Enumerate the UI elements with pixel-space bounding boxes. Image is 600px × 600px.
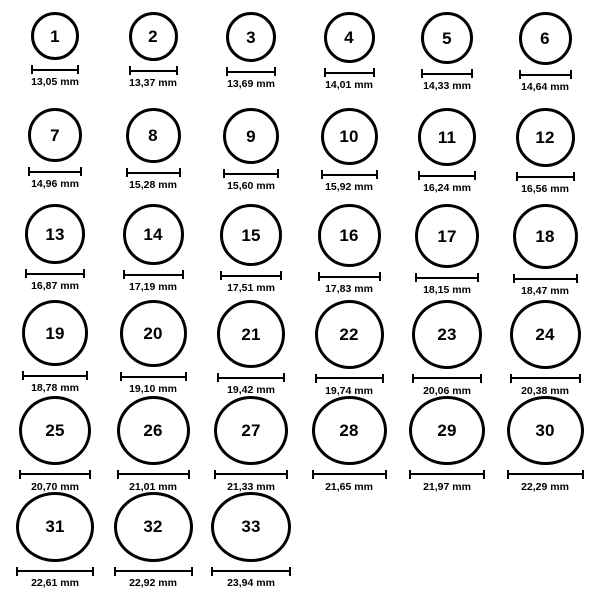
measure-line-icon bbox=[321, 174, 378, 176]
measure-tick-left-icon bbox=[220, 271, 222, 280]
ring-size-cell bbox=[202, 204, 300, 300]
measure-tick-right-icon bbox=[376, 170, 378, 179]
ring-circle-icon bbox=[114, 492, 193, 562]
ring-size-label: 11 bbox=[437, 127, 457, 147]
ring-size-label: 9 bbox=[246, 126, 256, 146]
diameter-value: 16,24 mm bbox=[423, 182, 471, 194]
ring-size-cell bbox=[104, 204, 202, 300]
diameter-measure-bar bbox=[220, 271, 282, 280]
ring-size-label: 13 bbox=[45, 224, 65, 244]
ring-size-label: 27 bbox=[241, 421, 261, 441]
ring-size-label: 33 bbox=[241, 517, 261, 537]
diameter-measure-bar bbox=[19, 470, 91, 479]
measure-line-icon bbox=[409, 473, 485, 475]
diameter-measure-bar bbox=[415, 273, 479, 282]
ring-circle-icon bbox=[220, 204, 282, 266]
diameter-value: 13,69 mm bbox=[227, 78, 275, 90]
ring-size-grid bbox=[6, 12, 594, 588]
ring-size-label: 28 bbox=[339, 421, 359, 441]
measure-line-icon bbox=[120, 376, 187, 378]
diameter-measure-bar bbox=[412, 374, 482, 383]
ring-size-cell bbox=[496, 108, 594, 204]
ring-size-cell bbox=[6, 204, 104, 300]
ring-circle-icon bbox=[211, 492, 291, 562]
diameter-value: 19,10 mm bbox=[129, 383, 177, 395]
ring-size-cell bbox=[104, 396, 202, 492]
ring-size-cell bbox=[202, 12, 300, 108]
ring-size-cell bbox=[496, 204, 594, 300]
diameter-value: 20,70 mm bbox=[31, 480, 79, 493]
measure-line-icon bbox=[421, 73, 473, 75]
ring-size-cell bbox=[398, 300, 496, 396]
ring-size-cell bbox=[398, 204, 496, 300]
measure-tick-right-icon bbox=[582, 470, 584, 479]
measure-tick-left-icon bbox=[28, 167, 30, 176]
diameter-measure-bar bbox=[214, 470, 288, 478]
diameter-measure-bar bbox=[321, 170, 378, 179]
ring-size-cell bbox=[300, 108, 398, 204]
measure-line-icon bbox=[315, 377, 384, 379]
diameter-measure-bar bbox=[519, 70, 572, 79]
diameter-value: 18,15 mm bbox=[423, 284, 471, 296]
diameter-measure-bar bbox=[123, 270, 184, 279]
measure-tick-left-icon bbox=[516, 172, 518, 181]
diameter-value: 18,78 mm bbox=[31, 382, 79, 394]
measure-tick-left-icon bbox=[507, 470, 509, 479]
measure-tick-right-icon bbox=[182, 270, 184, 279]
measure-tick-right-icon bbox=[379, 272, 381, 281]
measure-tick-left-icon bbox=[418, 171, 420, 180]
ring-circle-icon bbox=[129, 12, 178, 61]
measure-tick-left-icon bbox=[211, 567, 213, 576]
diameter-value: 21,33 mm bbox=[227, 480, 275, 493]
measure-tick-left-icon bbox=[22, 371, 24, 380]
ring-size-label: 4 bbox=[344, 28, 354, 47]
measure-tick-right-icon bbox=[474, 171, 476, 180]
measure-tick-left-icon bbox=[214, 470, 216, 479]
diameter-measure-bar bbox=[513, 274, 578, 283]
ring-size-cell bbox=[496, 396, 594, 492]
diameter-value: 14,64 mm bbox=[521, 81, 569, 93]
ring-size-label: 20 bbox=[143, 324, 163, 343]
measure-line-icon bbox=[126, 172, 181, 174]
measure-line-icon bbox=[507, 473, 584, 475]
ring-circle-icon bbox=[318, 204, 381, 267]
ring-size-label: 10 bbox=[339, 127, 359, 146]
measure-line-icon bbox=[123, 274, 184, 276]
measure-tick-right-icon bbox=[373, 68, 375, 77]
measure-line-icon bbox=[31, 69, 79, 71]
ring-size-cell bbox=[6, 300, 104, 396]
diameter-measure-bar bbox=[312, 470, 387, 478]
ring-size-cell bbox=[496, 12, 594, 108]
diameter-value: 22,61 mm bbox=[31, 576, 79, 589]
measure-line-icon bbox=[22, 375, 88, 377]
ring-size-label: 24 bbox=[535, 324, 555, 344]
measure-line-icon bbox=[16, 570, 94, 572]
diameter-value: 19,74 mm bbox=[325, 384, 373, 397]
ring-size-label: 16 bbox=[339, 226, 359, 245]
diameter-value: 15,92 mm bbox=[325, 181, 373, 193]
ring-circle-icon bbox=[28, 108, 82, 162]
measure-tick-left-icon bbox=[315, 374, 317, 383]
measure-tick-left-icon bbox=[318, 272, 320, 281]
measure-tick-right-icon bbox=[89, 470, 91, 479]
ring-size-cell bbox=[104, 492, 202, 588]
diameter-value: 22,92 mm bbox=[129, 576, 177, 589]
measure-line-icon bbox=[519, 74, 572, 76]
measure-tick-right-icon bbox=[176, 66, 178, 75]
ring-circle-icon bbox=[120, 300, 187, 367]
ring-size-label: 3 bbox=[246, 27, 256, 47]
diameter-measure-bar bbox=[16, 567, 94, 575]
measure-line-icon bbox=[312, 473, 387, 475]
ring-size-label: 22 bbox=[339, 324, 359, 344]
ring-circle-icon bbox=[31, 12, 79, 60]
diameter-measure-bar bbox=[129, 66, 178, 75]
diameter-value: 13,37 mm bbox=[129, 77, 177, 89]
ring-circle-icon bbox=[312, 396, 387, 465]
diameter-value: 21,65 mm bbox=[325, 480, 373, 493]
diameter-measure-bar bbox=[507, 470, 584, 478]
diameter-measure-bar bbox=[421, 69, 473, 78]
measure-tick-left-icon bbox=[117, 470, 119, 479]
measure-tick-left-icon bbox=[19, 470, 21, 479]
diameter-value: 17,83 mm bbox=[325, 283, 373, 295]
ring-circle-icon bbox=[117, 396, 190, 465]
diameter-measure-bar bbox=[226, 67, 276, 76]
ring-size-cell bbox=[104, 108, 202, 204]
diameter-measure-bar bbox=[28, 167, 82, 176]
diameter-value: 14,33 mm bbox=[423, 80, 471, 92]
ring-circle-icon bbox=[418, 108, 476, 166]
ring-size-cell bbox=[398, 108, 496, 204]
measure-line-icon bbox=[220, 275, 282, 277]
measure-line-icon bbox=[516, 176, 575, 178]
measure-tick-left-icon bbox=[510, 374, 512, 383]
ring-size-cell bbox=[300, 204, 398, 300]
diameter-measure-bar bbox=[418, 171, 476, 180]
ring-size-label: 31 bbox=[45, 517, 65, 537]
measure-tick-right-icon bbox=[77, 65, 79, 74]
measure-tick-right-icon bbox=[188, 470, 190, 479]
ring-size-cell bbox=[104, 300, 202, 396]
measure-tick-right-icon bbox=[471, 69, 473, 78]
diameter-measure-bar bbox=[31, 65, 79, 74]
measure-tick-right-icon bbox=[280, 271, 282, 280]
measure-tick-right-icon bbox=[83, 269, 85, 278]
ring-circle-icon bbox=[22, 300, 88, 366]
ring-size-cell bbox=[496, 300, 594, 396]
ring-size-cell bbox=[6, 108, 104, 204]
diameter-measure-bar bbox=[318, 272, 381, 281]
ring-size-label: 26 bbox=[143, 421, 163, 441]
ring-circle-icon bbox=[25, 204, 85, 264]
ring-size-label: 29 bbox=[437, 421, 457, 441]
measure-tick-left-icon bbox=[129, 66, 131, 75]
ring-size-cell bbox=[300, 300, 398, 396]
diameter-measure-bar bbox=[120, 372, 187, 381]
diameter-value: 16,56 mm bbox=[521, 183, 569, 195]
measure-tick-right-icon bbox=[576, 274, 578, 283]
ring-circle-icon bbox=[126, 108, 181, 163]
measure-tick-right-icon bbox=[480, 374, 482, 383]
measure-line-icon bbox=[117, 473, 190, 475]
measure-line-icon bbox=[510, 377, 581, 379]
measure-tick-left-icon bbox=[120, 372, 122, 381]
ring-size-label: 14 bbox=[143, 225, 163, 244]
measure-tick-right-icon bbox=[179, 168, 181, 177]
ring-circle-icon bbox=[324, 12, 375, 63]
measure-line-icon bbox=[217, 377, 285, 379]
ring-size-label: 19 bbox=[45, 323, 65, 343]
measure-tick-right-icon bbox=[579, 374, 581, 383]
measure-line-icon bbox=[223, 173, 279, 175]
measure-tick-left-icon bbox=[513, 274, 515, 283]
ring-size-cell bbox=[6, 12, 104, 108]
diameter-value: 20,38 mm bbox=[521, 384, 569, 397]
ring-circle-icon bbox=[519, 12, 572, 65]
ring-size-label: 8 bbox=[148, 126, 158, 145]
ring-size-label: 12 bbox=[535, 128, 555, 147]
measure-tick-left-icon bbox=[126, 168, 128, 177]
diameter-value: 18,47 mm bbox=[521, 285, 569, 297]
measure-tick-right-icon bbox=[185, 372, 187, 381]
measure-line-icon bbox=[513, 278, 578, 280]
ring-size-cell bbox=[202, 396, 300, 492]
ring-size-label: 25 bbox=[45, 420, 65, 440]
ring-size-label: 18 bbox=[535, 227, 555, 246]
measure-tick-right-icon bbox=[283, 373, 285, 382]
measure-tick-left-icon bbox=[114, 567, 116, 576]
measure-tick-left-icon bbox=[223, 169, 225, 178]
measure-line-icon bbox=[19, 473, 91, 475]
ring-size-label: 23 bbox=[437, 324, 457, 344]
diameter-value: 21,97 mm bbox=[423, 480, 471, 493]
measure-tick-left-icon bbox=[321, 170, 323, 179]
measure-line-icon bbox=[129, 70, 178, 72]
ring-circle-icon bbox=[516, 108, 575, 167]
diameter-measure-bar bbox=[126, 168, 181, 177]
ring-size-cell bbox=[398, 396, 496, 492]
measure-tick-left-icon bbox=[412, 374, 414, 383]
measure-tick-left-icon bbox=[415, 273, 417, 282]
ring-size-label: 1 bbox=[50, 26, 60, 46]
diameter-value: 15,28 mm bbox=[129, 179, 177, 191]
measure-line-icon bbox=[412, 377, 482, 379]
measure-tick-left-icon bbox=[421, 69, 423, 78]
ring-circle-icon bbox=[507, 396, 584, 465]
ring-size-cell bbox=[6, 492, 104, 588]
ring-size-label: 5 bbox=[442, 28, 452, 48]
ring-size-cell bbox=[202, 108, 300, 204]
measure-line-icon bbox=[114, 570, 193, 572]
measure-line-icon bbox=[418, 175, 476, 177]
diameter-value: 14,96 mm bbox=[31, 178, 79, 190]
ring-size-cell bbox=[202, 492, 300, 588]
measure-line-icon bbox=[226, 71, 276, 73]
ring-circle-icon bbox=[16, 492, 94, 562]
measure-tick-right-icon bbox=[289, 567, 291, 576]
ring-circle-icon bbox=[409, 396, 485, 465]
ring-circle-icon bbox=[19, 396, 91, 465]
ring-size-label: 17 bbox=[437, 226, 457, 246]
diameter-measure-bar bbox=[217, 373, 285, 382]
measure-tick-right-icon bbox=[274, 67, 276, 76]
diameter-measure-bar bbox=[516, 172, 575, 181]
ring-size-cell bbox=[398, 12, 496, 108]
diameter-value: 17,19 mm bbox=[129, 281, 177, 293]
ring-circle-icon bbox=[510, 300, 581, 369]
diameter-measure-bar bbox=[114, 567, 193, 575]
ring-size-label: 15 bbox=[241, 225, 261, 245]
ring-circle-icon bbox=[226, 12, 276, 62]
ring-circle-icon bbox=[421, 12, 473, 64]
diameter-measure-bar bbox=[324, 68, 375, 77]
diameter-value: 14,01 mm bbox=[325, 79, 373, 91]
diameter-value: 20,06 mm bbox=[423, 384, 471, 397]
measure-tick-right-icon bbox=[570, 70, 572, 79]
measure-tick-right-icon bbox=[191, 567, 193, 576]
measure-line-icon bbox=[318, 276, 381, 278]
ring-circle-icon bbox=[412, 300, 482, 369]
diameter-value: 23,94 mm bbox=[227, 576, 275, 589]
measure-tick-right-icon bbox=[80, 167, 82, 176]
ring-size-label: 6 bbox=[540, 29, 550, 48]
measure-tick-right-icon bbox=[573, 172, 575, 181]
measure-tick-left-icon bbox=[217, 373, 219, 382]
diameter-measure-bar bbox=[510, 374, 581, 383]
ring-circle-icon bbox=[214, 396, 288, 465]
measure-tick-left-icon bbox=[16, 567, 18, 576]
measure-tick-left-icon bbox=[409, 470, 411, 479]
measure-line-icon bbox=[25, 273, 85, 275]
ring-size-label: 7 bbox=[50, 125, 60, 145]
ring-size-label: 2 bbox=[148, 27, 158, 46]
diameter-measure-bar bbox=[211, 567, 291, 575]
ring-circle-icon bbox=[513, 204, 578, 269]
measure-tick-left-icon bbox=[25, 269, 27, 278]
ring-size-cell bbox=[104, 12, 202, 108]
measure-tick-left-icon bbox=[312, 470, 314, 479]
diameter-measure-bar bbox=[315, 374, 384, 383]
measure-tick-right-icon bbox=[385, 470, 387, 479]
measure-tick-left-icon bbox=[123, 270, 125, 279]
ring-size-label: 21 bbox=[241, 324, 261, 344]
ring-size-cell bbox=[6, 396, 104, 492]
ring-circle-icon bbox=[315, 300, 384, 369]
diameter-measure-bar bbox=[25, 269, 85, 278]
measure-line-icon bbox=[324, 72, 375, 74]
diameter-value: 19,42 mm bbox=[227, 384, 275, 396]
measure-line-icon bbox=[214, 473, 288, 475]
diameter-value: 22,29 mm bbox=[521, 480, 569, 493]
diameter-measure-bar bbox=[22, 371, 88, 380]
ring-size-cell bbox=[300, 396, 398, 492]
measure-tick-right-icon bbox=[382, 374, 384, 383]
diameter-value: 21,01 mm bbox=[129, 480, 177, 493]
measure-tick-right-icon bbox=[477, 273, 479, 282]
diameter-measure-bar bbox=[223, 169, 279, 178]
measure-tick-right-icon bbox=[92, 567, 94, 576]
ring-circle-icon bbox=[217, 300, 285, 368]
ring-size-label: 30 bbox=[535, 421, 555, 441]
diameter-value: 16,87 mm bbox=[31, 280, 79, 292]
measure-tick-right-icon bbox=[277, 169, 279, 178]
diameter-value: 13,05 mm bbox=[31, 76, 79, 88]
ring-circle-icon bbox=[321, 108, 378, 165]
measure-tick-right-icon bbox=[286, 470, 288, 479]
measure-tick-right-icon bbox=[483, 470, 485, 479]
measure-tick-left-icon bbox=[324, 68, 326, 77]
ring-circle-icon bbox=[123, 204, 184, 265]
measure-tick-left-icon bbox=[519, 70, 521, 79]
measure-tick-right-icon bbox=[86, 371, 88, 380]
ring-circle-icon bbox=[223, 108, 279, 164]
measure-tick-left-icon bbox=[226, 67, 228, 76]
measure-line-icon bbox=[28, 171, 82, 173]
diameter-measure-bar bbox=[409, 470, 485, 478]
ring-size-cell bbox=[202, 300, 300, 396]
ring-size-cell bbox=[300, 12, 398, 108]
diameter-measure-bar bbox=[117, 470, 190, 478]
measure-line-icon bbox=[211, 570, 291, 572]
measure-line-icon bbox=[415, 277, 479, 279]
ring-circle-icon bbox=[415, 204, 479, 268]
diameter-value: 17,51 mm bbox=[227, 282, 275, 294]
ring-size-label: 32 bbox=[143, 517, 163, 537]
diameter-value: 15,60 mm bbox=[227, 180, 275, 192]
measure-tick-left-icon bbox=[31, 65, 33, 74]
